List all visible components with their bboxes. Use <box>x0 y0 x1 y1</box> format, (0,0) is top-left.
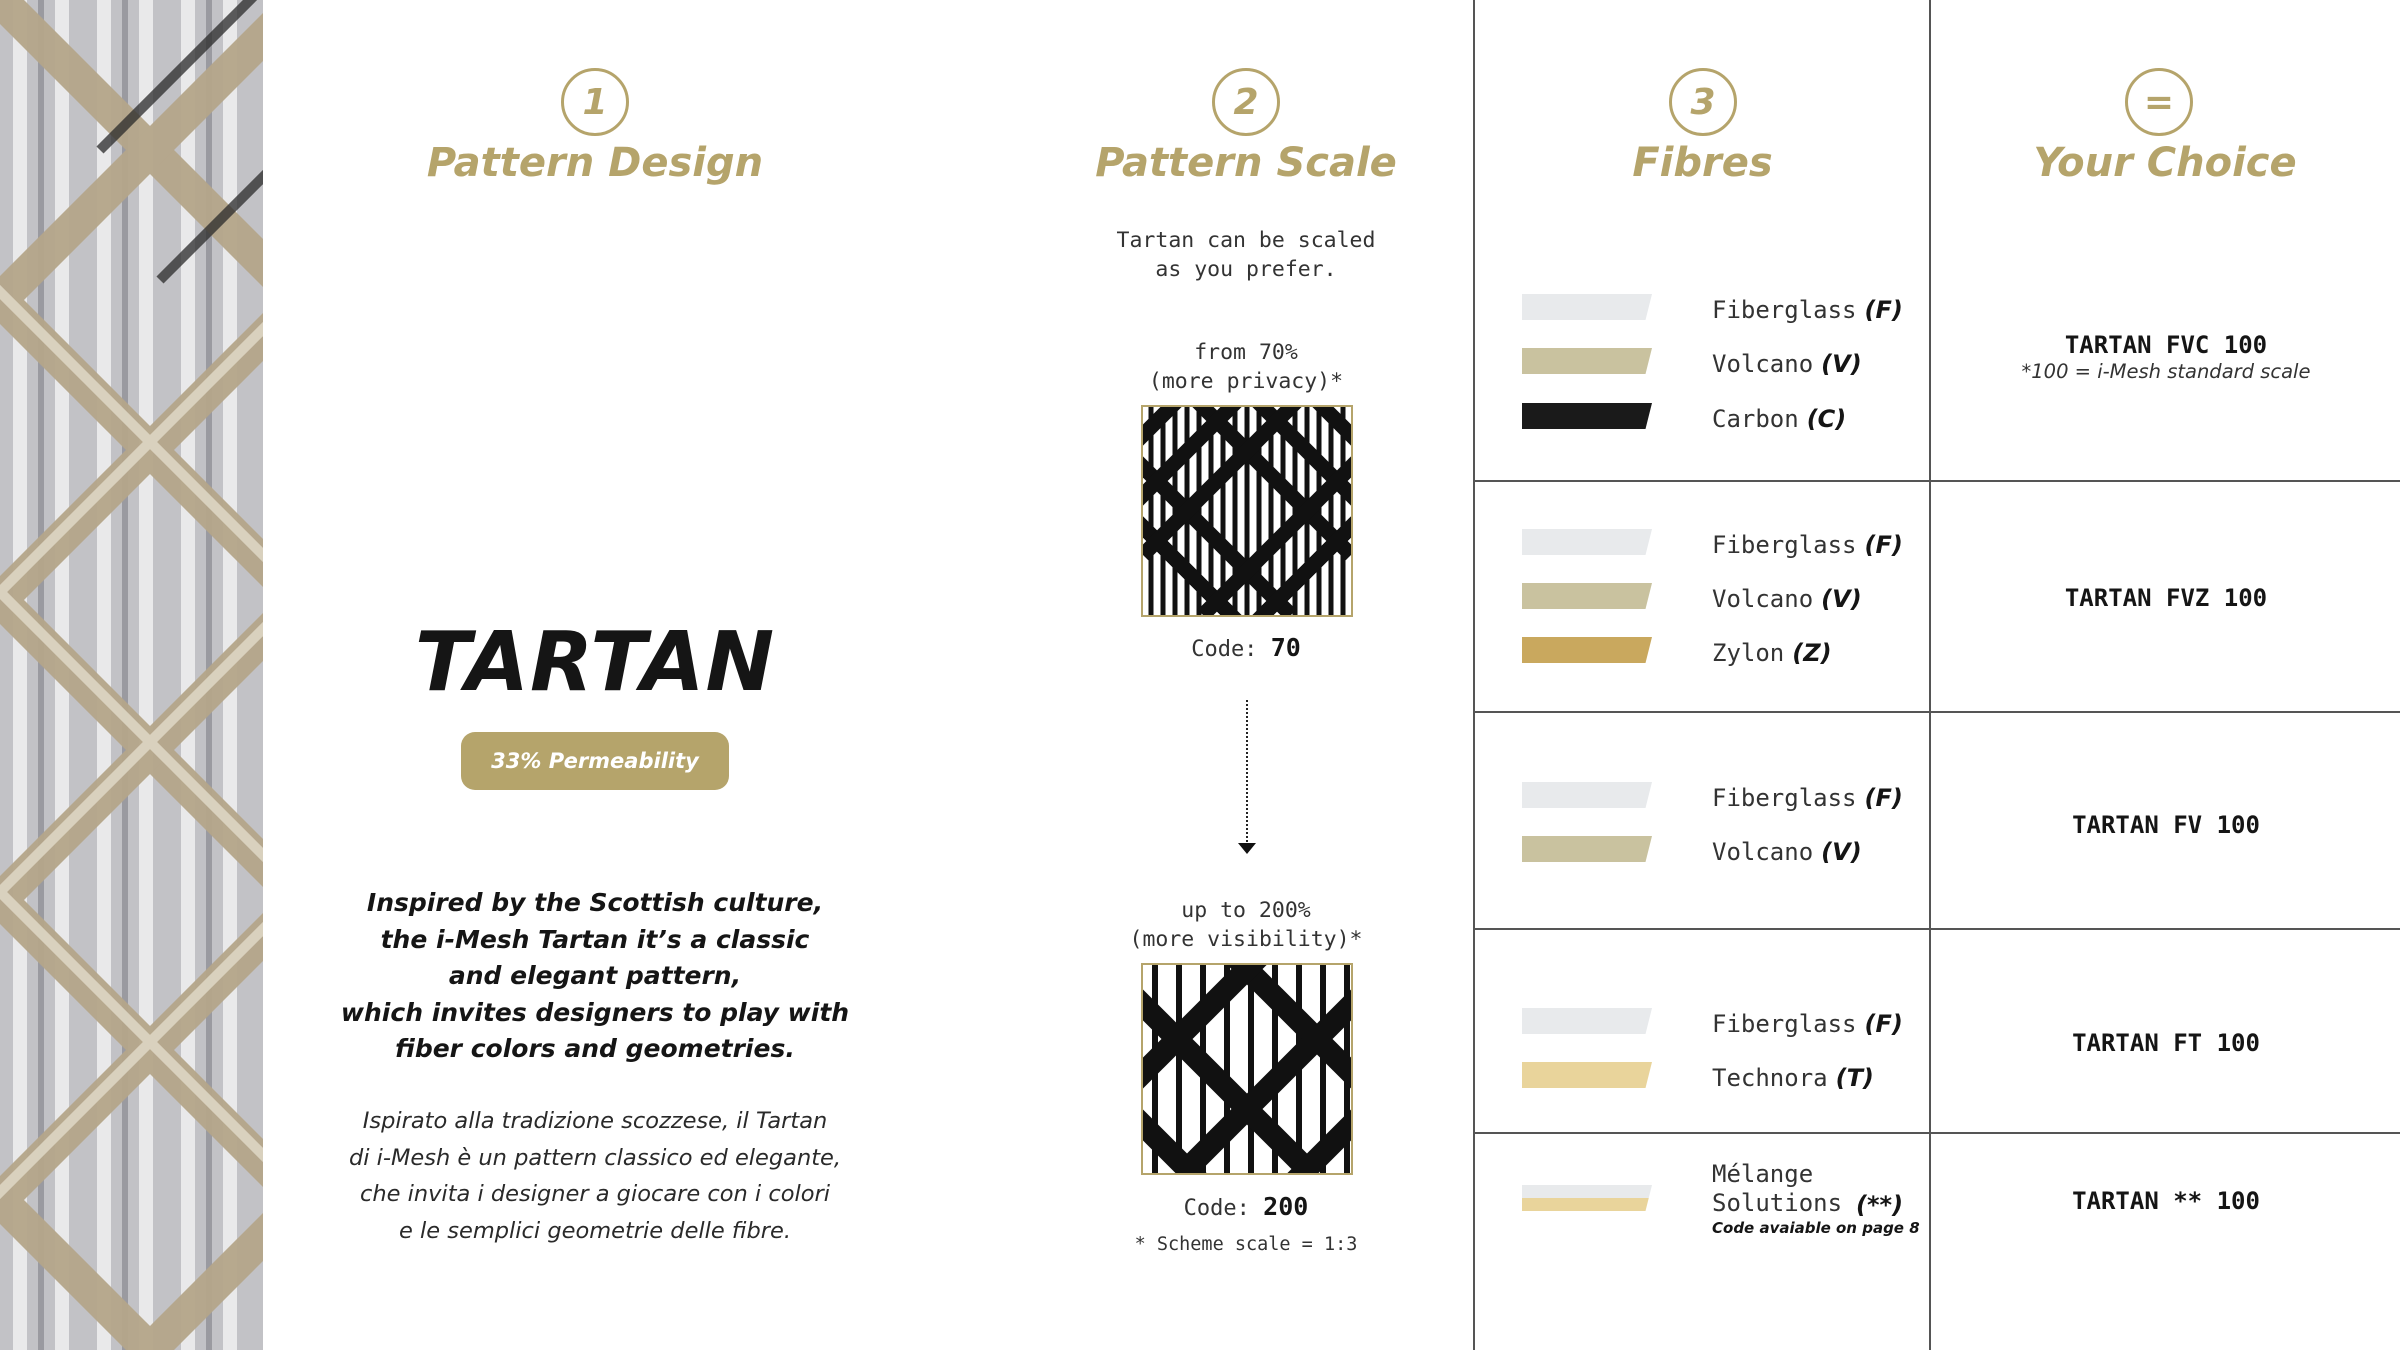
scale-arrow-line <box>1246 700 1248 850</box>
choice-column-divider <box>1929 0 1931 1350</box>
zylon-swatch <box>1522 637 1652 663</box>
code-200-value: 200 <box>1263 1192 1309 1221</box>
scale-min-label: from 70% (more privacy)* <box>1148 340 1344 394</box>
melange-code-note: Code avaiable on page 8 <box>1712 1219 1920 1237</box>
code-70-value: 70 <box>1270 633 1301 662</box>
technora-swatch <box>1522 1062 1652 1088</box>
fibre-label: Fiberglass (F) <box>1712 296 1903 324</box>
fibre-label: Volcano (V) <box>1712 585 1862 613</box>
melange-abbr: (**) <box>1856 1191 1904 1219</box>
choice-code: TARTAN ** 100 <box>2072 1187 2260 1215</box>
fiberglass-swatch <box>1522 1008 1652 1034</box>
fibre-label: Fiberglass (F) <box>1712 1010 1903 1038</box>
code-label: Code: <box>1183 1196 1250 1221</box>
step-3-circle: 3 <box>1669 68 1737 136</box>
fibre-label: Fiberglass (F) <box>1712 784 1903 812</box>
volcano-swatch <box>1522 348 1652 374</box>
code-70-line <box>1046 633 1446 662</box>
volcano-swatch <box>1522 583 1652 609</box>
fibre-label: Volcano (V) <box>1712 838 1862 866</box>
pattern-name: TARTAN <box>414 615 776 710</box>
melange-label: Mélange Solutions <box>1712 1160 1843 1217</box>
standard-scale-note: *100 = i-Mesh standard scale <box>2021 360 2311 383</box>
row-divider <box>1474 1132 2400 1134</box>
choice-code: TARTAN FVC 100 <box>2064 331 2268 359</box>
pattern-design-heading: Pattern Design <box>426 140 764 186</box>
carbon-swatch <box>1522 403 1652 429</box>
choice-code: TARTAN FT 100 <box>2072 1029 2260 1057</box>
row-divider <box>1474 928 2400 930</box>
scale-intro-text: Tartan can be scaled as you prefer. <box>1116 228 1376 282</box>
your-choice-heading: Your Choice <box>2033 140 2297 186</box>
volcano-swatch <box>1522 836 1652 862</box>
fabric-photo <box>0 0 263 1350</box>
row-divider <box>1474 480 2400 482</box>
scale-max-label: up to 200% (more visibility)* <box>1129 898 1363 952</box>
fibre-label: Carbon (C) <box>1712 405 1847 433</box>
arrow-down-icon <box>1238 843 1256 854</box>
pattern-swatch-70 <box>1141 405 1353 617</box>
scheme-scale-note: * Scheme scale = 1:3 <box>1134 1234 1358 1255</box>
fiberglass-swatch <box>1522 294 1652 320</box>
description-english: Inspired by the Scottish culture, the i-Mesh Tartan it’s a classic and elegant pattern, which invites designers to play with fiber colors and geometries. <box>340 888 850 1063</box>
fibres-column-divider <box>1473 0 1475 1350</box>
fibre-label: Technora (T) <box>1712 1064 1874 1092</box>
melange-swatch <box>1522 1185 1652 1211</box>
fibre-label: Fiberglass (F) <box>1712 531 1903 559</box>
code-label: Code: <box>1191 637 1258 662</box>
step-1-circle: 1 <box>561 68 629 136</box>
code-200-line <box>1046 1192 1446 1221</box>
equals-circle: = <box>2125 68 2193 136</box>
description-italian: Ispirato alla tradizione scozzese, il Tartan di i-Mesh è un pattern classico ed elegante, che invita i designer a giocare con i colori e le semplici geometrie delle fibre. <box>348 1108 842 1244</box>
fibre-label: Zylon (Z) <box>1712 639 1832 667</box>
pattern-swatch-200 <box>1141 963 1353 1175</box>
choice-code: TARTAN FV 100 <box>2072 811 2260 839</box>
fiberglass-swatch <box>1522 782 1652 808</box>
fabric-texture-image <box>0 0 263 1350</box>
choice-code: TARTAN FVZ 100 <box>2064 584 2268 612</box>
pattern-scale-heading: Pattern Scale <box>1095 140 1397 186</box>
row-divider <box>1474 711 2400 713</box>
fibre-label: Volcano (V) <box>1712 350 1862 378</box>
permeability-badge: 33% Permeability <box>461 732 729 790</box>
step-2-circle: 2 <box>1212 68 1280 136</box>
fiberglass-swatch <box>1522 529 1652 555</box>
fibres-heading: Fibres <box>1632 140 1773 186</box>
